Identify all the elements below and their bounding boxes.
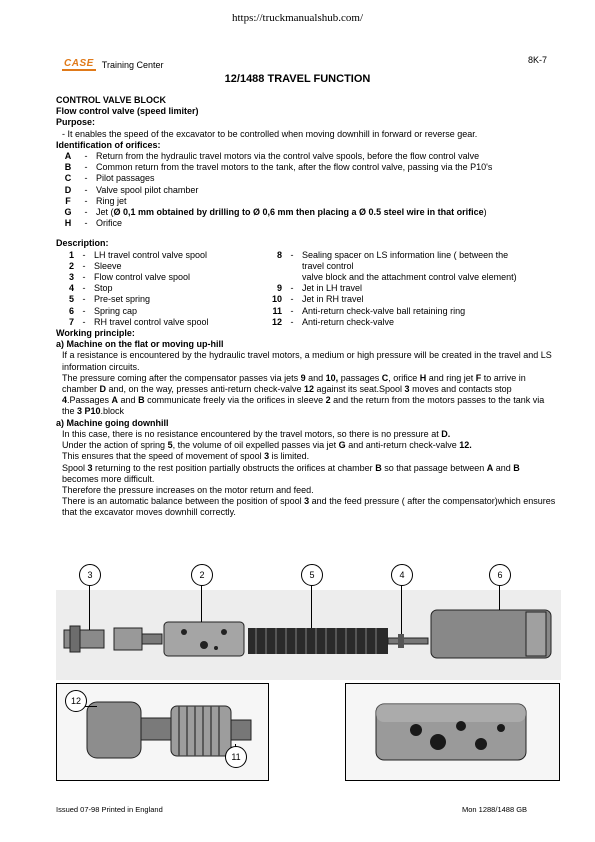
source-url[interactable]: https://truckmanualshub.com/ <box>231 12 364 24</box>
list-item: 10 - Jet in RH travel <box>271 294 364 305</box>
description-left-column <box>56 250 264 328</box>
list-item: A - Return from the hydraulic travel motors via the control valve spools, before the flow control valve <box>64 151 480 162</box>
case-a-heading: a) Machine on the flat or moving up-hill <box>56 339 224 350</box>
footer-reference: Mon 1288/1488 GB <box>462 805 528 814</box>
callout-2: 2 <box>191 564 213 586</box>
check-valve-figure <box>56 683 269 781</box>
exploded-assembly-figure <box>56 560 561 680</box>
case-logo-mark: CASE <box>64 58 94 69</box>
list-item: H - Orifice <box>64 218 123 229</box>
list-item: C - Pilot passages <box>64 173 155 184</box>
callout-11: 11 <box>225 746 247 768</box>
callout-3: 3 <box>79 564 101 586</box>
page-title: 12/1488 TRAVEL FUNCTION <box>224 73 371 85</box>
list-item: D - Valve spool pilot chamber <box>64 184 199 195</box>
description-list <box>56 250 556 328</box>
description-right-column <box>264 250 554 328</box>
case-a-paragraph-1: If a resistance is encountered by the hydraulic travel motors, a medium or high pressure will be created in the travel and LS information circuits. <box>62 350 552 372</box>
list-item: 1 - LH travel control valve spool <box>68 249 208 260</box>
list-item: 4 - Stop <box>68 283 113 294</box>
callout-5: 5 <box>301 564 323 586</box>
case-b-paragraph-6: There is an automatic balance between the position of spool 3 and the feed pressure ( after the compensator)which ensures that the excavator moves downhill correctly. <box>62 496 556 518</box>
case-b-paragraph-3: This ensures that the speed of movement of spool 3 is limited. <box>62 451 310 462</box>
callout-4: 4 <box>391 564 413 586</box>
case-b-paragraph-1: In this case, there is no resistance encountered by the travel motors, so there is no pressure at D. <box>62 428 451 439</box>
list-item: F - Ring jet <box>65 195 127 206</box>
list-item: 9 - Jet in LH travel <box>276 283 363 294</box>
description-label: Description: <box>56 238 109 249</box>
training-center-label: Training Center <box>101 59 164 70</box>
case-b-paragraph-2: Under the action of spring 5, the volume of oil expelled passes via jet G and anti-return check-valve 12. <box>62 440 472 451</box>
callout-12: 12 <box>65 690 87 712</box>
case-a-paragraph-2: The pressure coming after the compensator passes via jets 9 and 10, passages C, orifice H and ring jet F to arrive in chamber D and, on the way, presses anti-return check-valve 12 against its seat.Spool 3 moves and contacts stop 4.Passages A and B communicate freely via the orifices in sleeve 2 and the return from the motors passes to the tank via the 3 P10.block <box>62 372 545 417</box>
list-item: 2 - Sleeve <box>68 260 122 271</box>
case-b-paragraph-4: Spool 3 returning to the rest position partially obstructs the orifices at chamber B so that passage between A and B becomes more difficult. <box>62 462 520 484</box>
list-item: 3 - Flow control valve spool <box>68 272 191 283</box>
case-logo <box>62 58 164 71</box>
case-b-paragraph-5: Therefore the pressure increases on the motor return and feed. <box>62 484 314 495</box>
list-item: 8 - Sealing spacer on LS information line ( between the travel control valve block and the attachment control valve element) <box>276 249 517 283</box>
purpose-text: - It enables the speed of the excavator to be controlled when moving downhill in forward or reverse gear. <box>62 128 478 139</box>
footer-issued: Issued 07-98 Printed in England <box>56 805 163 814</box>
list-item: 7 - RH travel control valve spool <box>68 316 209 327</box>
purpose-label: Purpose: <box>56 117 96 128</box>
document-body <box>56 95 556 519</box>
list-item: 12 - Anti-return check-valve <box>271 316 395 327</box>
section-heading: CONTROL VALVE BLOCK <box>56 95 166 105</box>
sleeve-photo <box>346 684 559 780</box>
section-subheading: Flow control valve (speed limiter) <box>56 106 199 117</box>
list-item: G - Jet (Ø 0,1 mm obtained by drilling to Ø 0,6 mm then placing a Ø 0.5 steel wire in that orifice) <box>64 207 487 218</box>
sleeve-figure <box>345 683 560 781</box>
orifices-label: Identification of orifices: <box>56 139 161 150</box>
list-item: B - Common return from the travel motors to the tank, after the flow control valve, passing via the P10's <box>64 162 493 173</box>
case-b-heading: a) Machine going downhill <box>56 417 169 428</box>
orifices-list <box>56 151 556 229</box>
page-number: 8K-7 <box>528 55 548 65</box>
list-item: 6 - Spring cap <box>68 305 138 316</box>
list-item: 5 - Pre-set spring <box>68 294 151 305</box>
working-principle-label: Working principle: <box>56 328 135 339</box>
list-item: 11 - Anti-return check-valve ball retaining ring <box>272 305 466 316</box>
callout-6: 6 <box>489 564 511 586</box>
